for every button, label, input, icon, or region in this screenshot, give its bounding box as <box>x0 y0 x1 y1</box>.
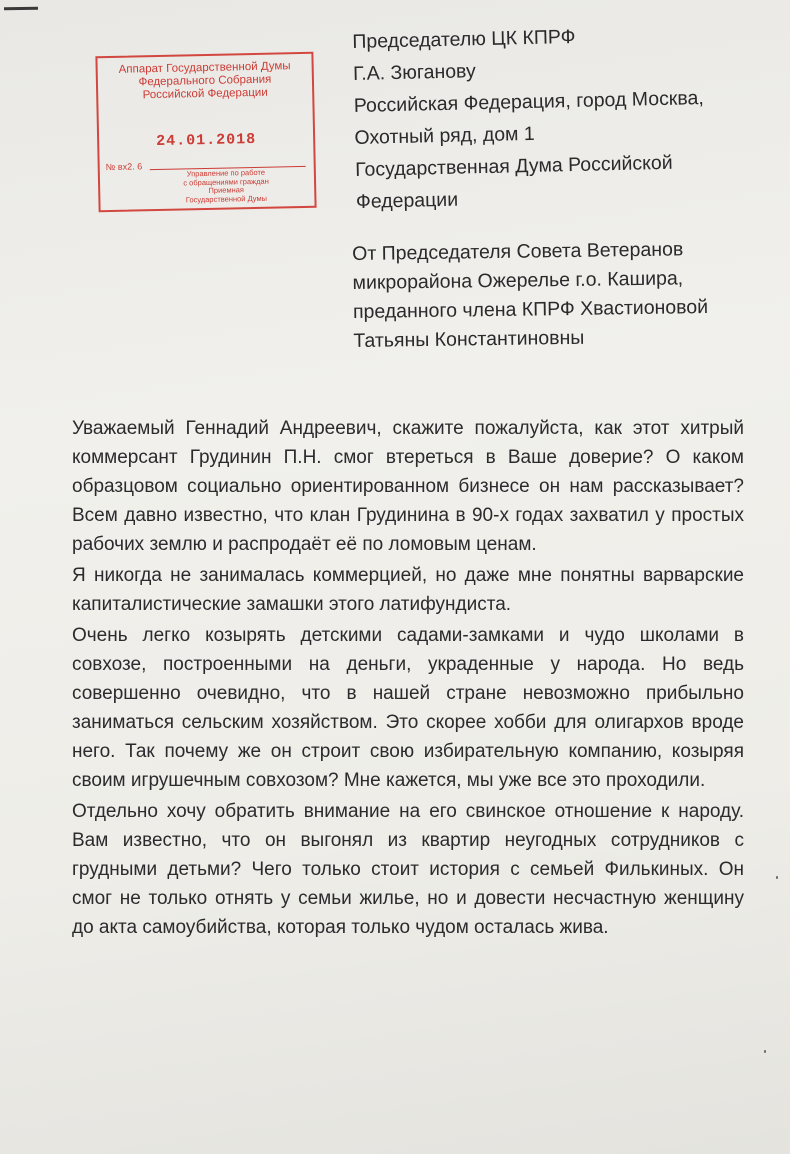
recipient-line: Г.А. Зюганову <box>352 60 476 85</box>
recipient-line: Российская Федерация, город Москва, <box>353 87 704 117</box>
recipient-line: Председателю ЦК КПРФ <box>352 25 576 53</box>
letter-paragraph: Отдельно хочу обратить внимание на его свинское отношение к народу. Вам известно, что он выгонял из квартир неугодных сотрудников с грудными детьми? Чего только стоит история с семьей Филькиных. Он смог не только отнять у семьи жилье, но и довести несчастную женщину до акта самоубийства, которая только чудом осталась жива. <box>72 801 744 938</box>
stamp-department: Управление по работе с обращениями граждан Приемная Государственной Думы <box>183 167 269 204</box>
stamp-number: № вх2. 6 <box>105 161 143 173</box>
sender-line: От Председателя Совета Ветеранов <box>352 238 684 265</box>
recipient-line: Федерации <box>355 188 459 213</box>
sender-line: Татьяны Константиновны <box>353 326 585 352</box>
registration-stamp <box>95 52 316 213</box>
sender-line: преданного члена КПРФ Хвастионовой <box>352 296 709 323</box>
letter-paragraph: Я никогда не занималась коммерцией, но даже мне понятны варварские капиталистические замашки этого латифундиста. <box>72 565 744 615</box>
recipient-line: Охотный ряд, дом 1 <box>354 122 535 149</box>
pen-mark <box>4 7 38 11</box>
stamp-date: 24.01.2018 <box>155 130 257 151</box>
letter-body <box>72 414 744 944</box>
sender-line: микрорайона Ожерелье г.о. Кашира, <box>352 267 684 294</box>
stamp-organization: Аппарат Государственной Думы Федерального Собрания Российской Федерации <box>118 60 291 102</box>
sender-block <box>352 234 774 356</box>
recipient-line: Государственная Дума Российской <box>355 151 673 181</box>
recipient-address <box>352 16 776 217</box>
letter-paragraph: Уважаемый Геннадий Андреевич, скажите пожалуйста, как этот хитрый коммерсант Грудинин П.Н. смог втереться в Ваше доверие? О каком образцовом социально ориентированном бизнесе он нам рассказывает? Всем давно известно, что клан Грудинина в 90-х годах захватил у простых рабочих землю и распродаёт её по ломовым ценам. <box>72 418 744 555</box>
paper-speck <box>764 1050 766 1053</box>
letter-paragraph: Очень легко козырять детскими садами-замками и чудо школами в совхозе, построенными на деньги, украденные у народа. Но ведь совершенно очевидно, что в нашей стране невозможно прибыльно заниматься сельским хозяйством. Это скорее хобби для олигархов вроде него. Так почему же он строит свою избирательную компанию, козыряя своим игрушечным совхозом? Мне кажется, мы уже все это проходили. <box>72 625 744 791</box>
paper-speck <box>776 876 778 879</box>
